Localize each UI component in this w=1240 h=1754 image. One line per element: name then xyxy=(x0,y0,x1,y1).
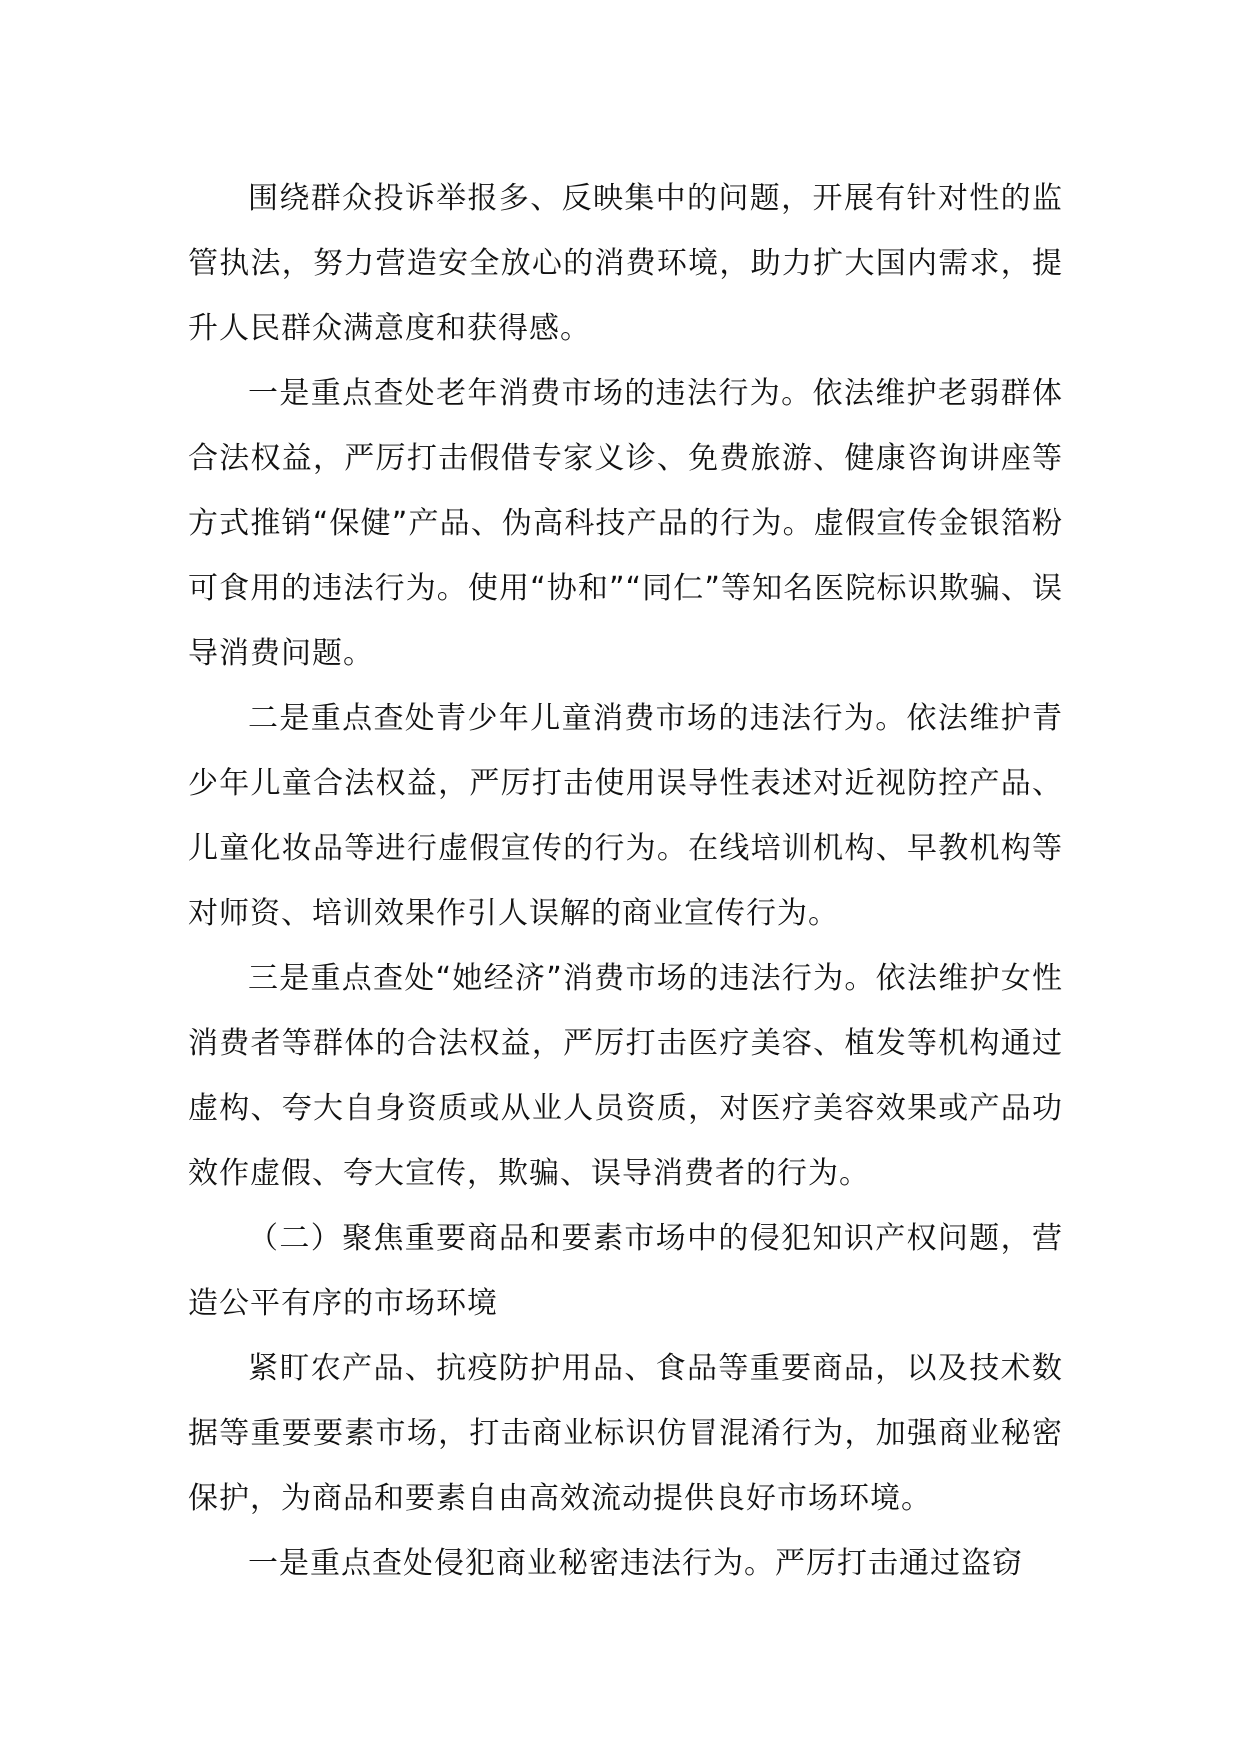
paragraph-consumer-environment: 围绕群众投诉举报多、反映集中的问题，开展有针对性的监管执法，努力营造安全放心的消费环境，助力扩大国内需求，提升人民群众满意度和获得感。 xyxy=(188,181,1063,346)
paragraph-her-economy-market: 三是重点查处“她经济”消费市场的违法行为。依法维护女性消费者等群体的合法权益，严厉打击医疗美容、植发等机构通过虚构、夸大自身资质或从业人员资质，对医疗美容效果或产品功效作虚假、夸大宣传，欺骗、误导消费者的行为。 xyxy=(188,961,1063,1191)
section-heading-ip-protection: （二）聚焦重要商品和要素市场中的侵犯知识产权问题，营造公平有序的市场环境 xyxy=(188,1221,1063,1321)
document-body xyxy=(188,166,1063,1596)
paragraph-elderly-market: 一是重点查处老年消费市场的违法行为。依法维护老弱群体合法权益，严厉打击假借专家义诊、免费旅游、健康咨询讲座等方式推销“保健”产品、伪高科技产品的行为。虚假宣传金银箔粉可食用的违法行为。使用“协和”“同仁”等知名医院标识欺骗、误导消费问题。 xyxy=(188,376,1063,671)
paragraph-key-commodities: 紧盯农产品、抗疫防护用品、食品等重要商品，以及技术数据等重要要素市场，打击商业标识仿冒混淆行为，加强商业秘密保护，为商品和要素自由高效流动提供良好市场环境。 xyxy=(188,1351,1063,1516)
paragraph-trade-secrets: 一是重点查处侵犯商业秘密违法行为。严厉打击通过盗窃 xyxy=(248,1546,1023,1581)
paragraph-youth-market: 二是重点查处青少年儿童消费市场的违法行为。依法维护青少年儿童合法权益，严厉打击使用误导性表述对近视防控产品、儿童化妆品等进行虚假宣传的行为。在线培训机构、早教机构等对师资、培训效果作引人误解的商业宣传行为。 xyxy=(188,701,1063,931)
